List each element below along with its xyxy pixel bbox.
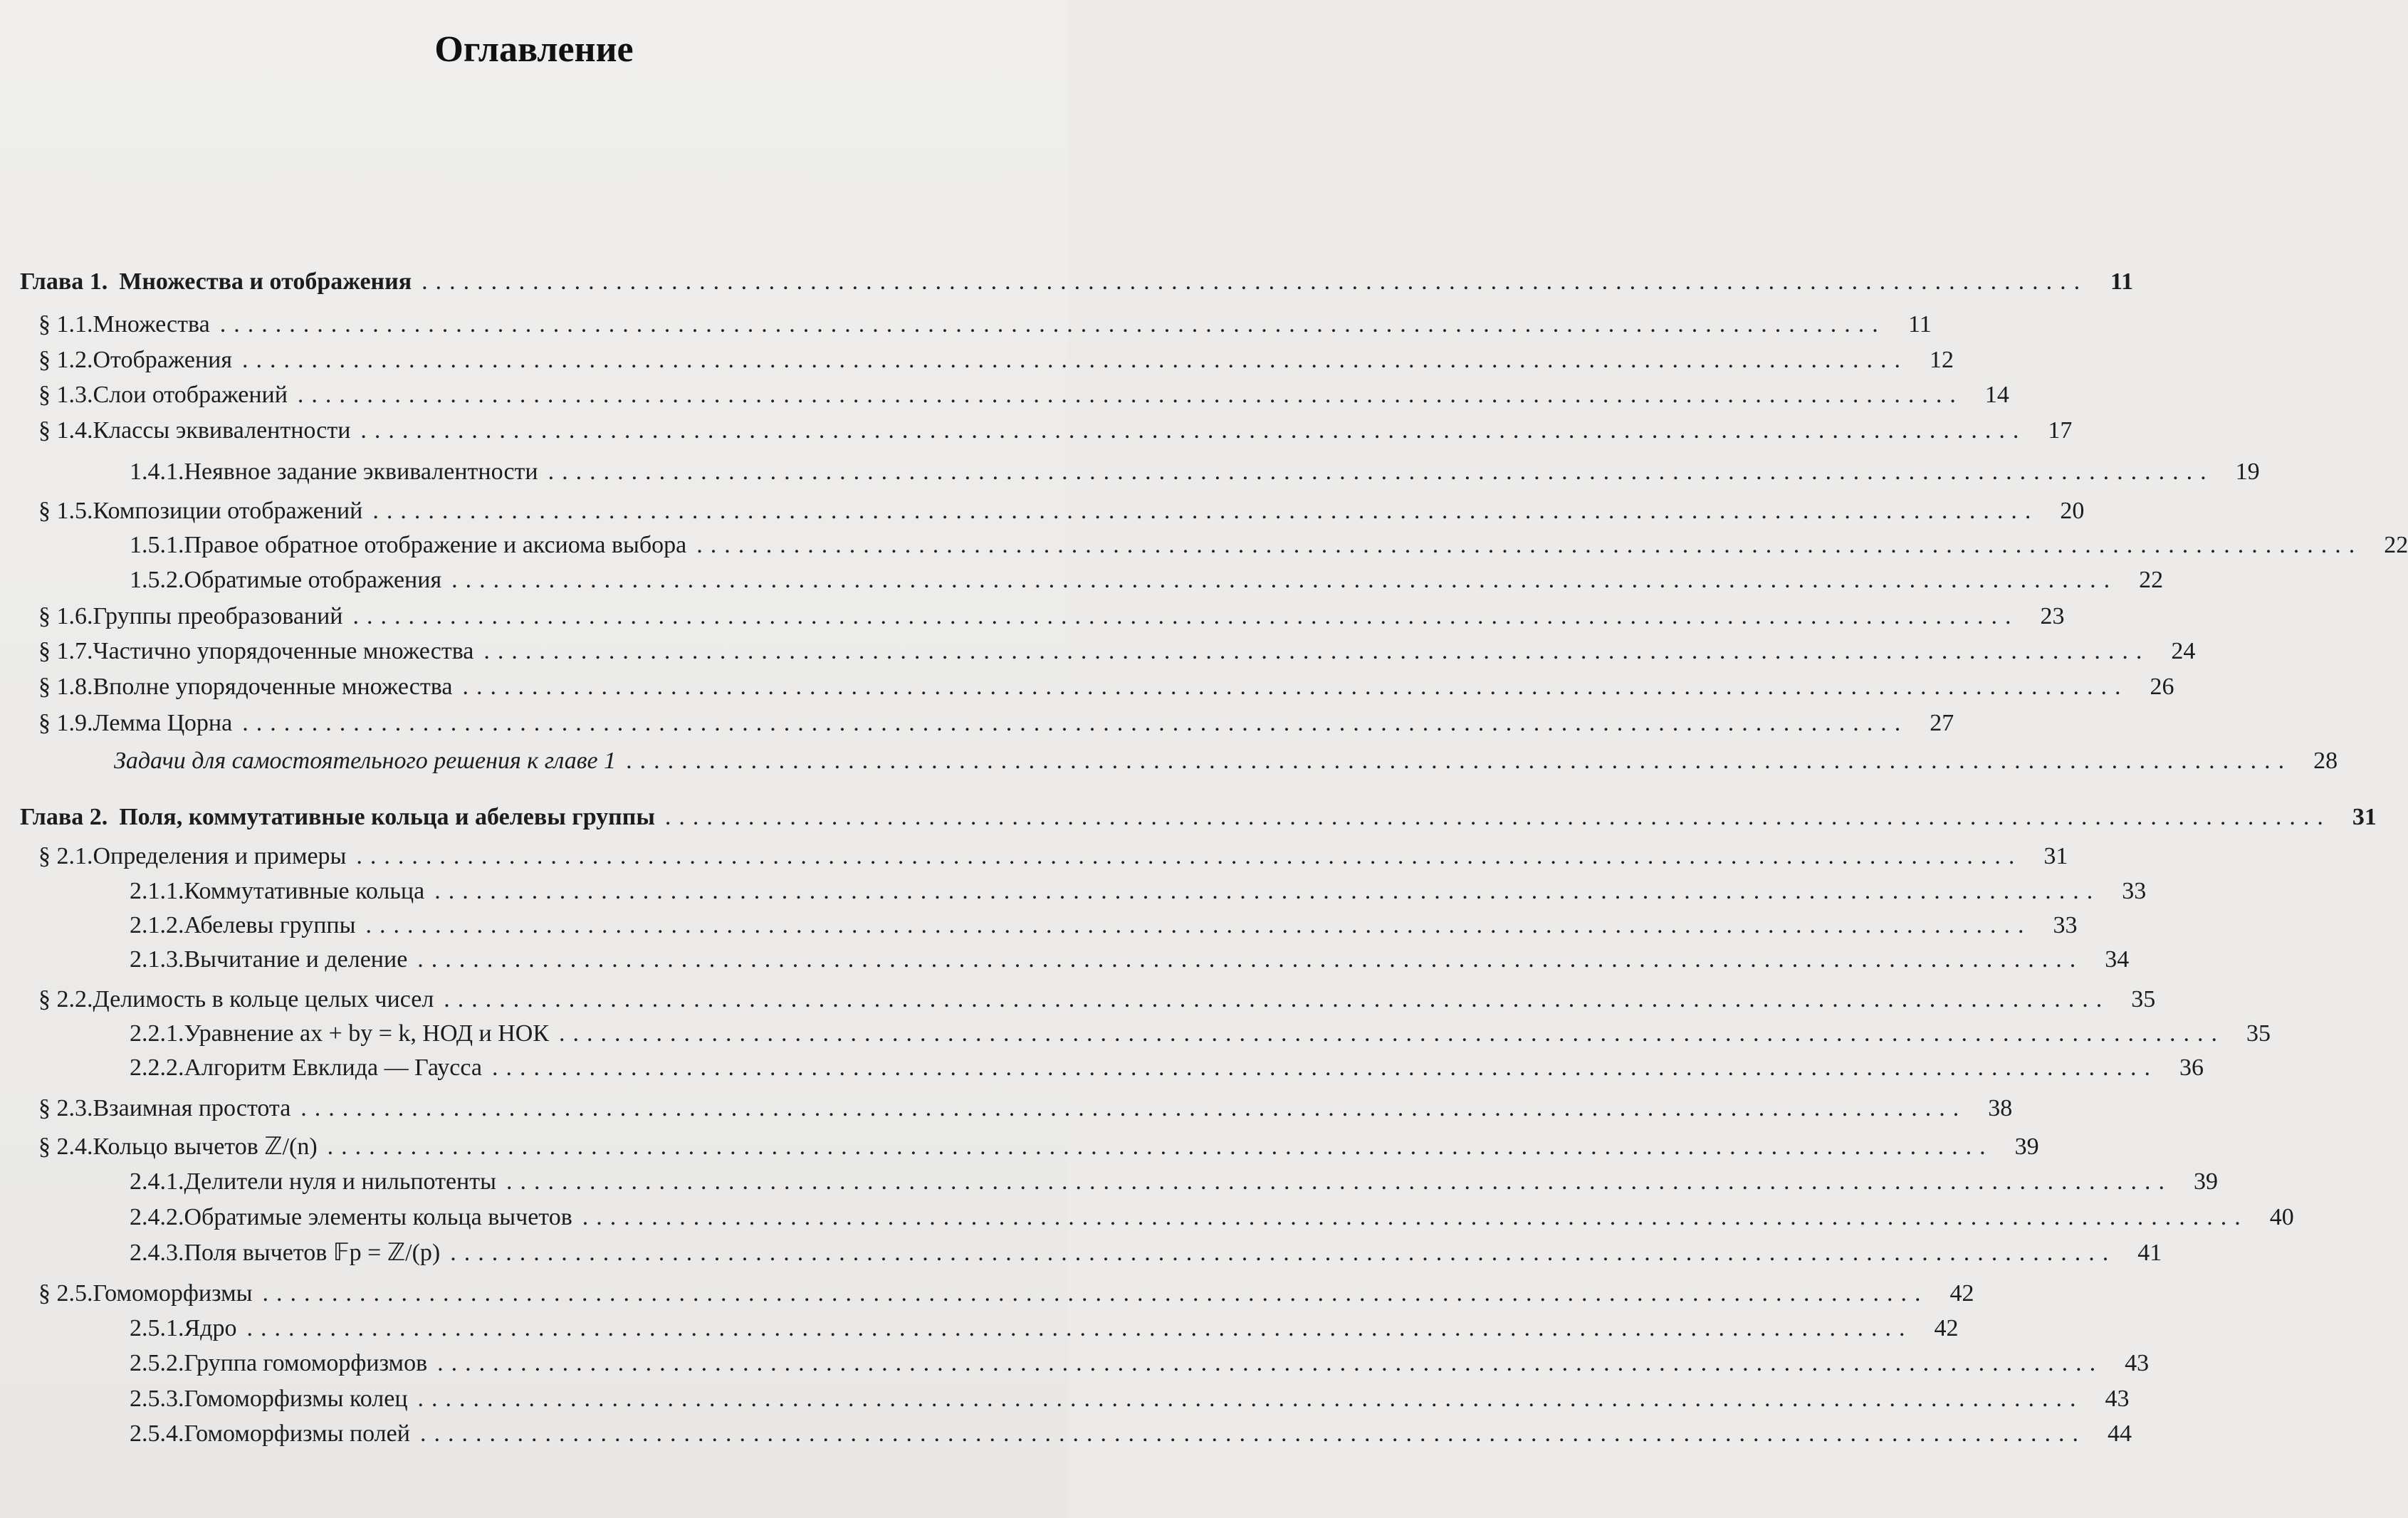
toc-entry-number: 2.5.3. [130,1386,184,1412]
dot-leader: ........................................................................................................................ [372,498,2039,524]
toc-entry-number: Глава 1. [20,268,108,295]
toc-entry-title: Гомоморфизмы колец [184,1386,408,1412]
dot-leader: ........................................................................................................................ [417,946,2084,973]
dot-leader: ........................................................................................................................ [262,1280,1929,1307]
dot-leader: ........................................................................................................................ [352,603,2019,629]
toc-entry-title: Частично упорядоченные множества [93,638,474,664]
toc-entry-number: § 2.1. [38,843,93,869]
page-title: Оглавление [434,29,634,70]
toc-subsection-row [20,1017,2271,1051]
dot-leader: ........................................................................................................................ [506,1168,2172,1195]
toc-problems-row [20,744,2338,778]
toc-page-number: 34 [2105,946,2130,973]
toc-entry-title: Алгоритм Евклида — Гаусса [184,1054,482,1081]
toc-page-number: 35 [2246,1020,2271,1047]
toc-entry-title: Отображения [93,347,233,373]
toc-section-row [20,308,1932,342]
toc-entry-number: § 2.5. [38,1280,93,1307]
dot-leader: ........................................................................................................................ [219,311,1886,337]
toc-entry-title: Уравнение ax + by = k, НОД и НОК [184,1020,550,1047]
toc-entry-title: Делимость в кольце целых чисел [93,986,434,1012]
toc-entry-number: 2.2.1. [130,1020,184,1047]
toc-page-number: 35 [2131,986,2156,1012]
toc-page-number: 20 [2060,498,2085,524]
toc-page-number: 42 [1934,1315,1959,1341]
dot-leader: ........................................................................................................................ [483,638,2150,664]
toc-entry-title: Гомоморфизмы [93,1280,253,1307]
toc-entry-title: Вполне упорядоченные множества [93,674,453,700]
toc-subsection-row [20,909,2078,943]
toc-page-number: 39 [2193,1168,2218,1195]
toc-entry-number: § 1.9. [38,710,93,736]
toc-page-number: 14 [1984,382,2009,408]
toc-page-number: 36 [2179,1054,2204,1081]
toc-entry-number: § 2.2. [38,986,93,1012]
toc-subsection-row [20,943,2130,977]
dot-leader: ........................................................................................................................ [365,912,2032,938]
toc-section-row [20,414,2073,448]
toc-page-number: 17 [2048,417,2073,444]
dot-leader: ........................................................................................................................ [242,347,1909,373]
dot-leader: ........................................................................................................................ [327,1134,1994,1160]
toc-entry-number: Глава 2. [20,804,108,830]
toc-subsection-row [20,455,2260,489]
toc-entry-title: Кольцо вычетов ℤ/(n) [93,1134,318,1160]
dot-leader: ........................................................................................................................ [360,417,2027,444]
toc-entry-title: Группа гомоморфизмов [184,1350,428,1376]
toc-entry-number: § 1.3. [38,382,93,408]
toc-page-number: 33 [2053,912,2078,938]
toc-page-number: 19 [2235,459,2260,485]
toc-entry-title: Абелевы группы [184,912,356,938]
toc-section-row [20,494,2085,528]
toc-subsection-row [20,1051,2204,1085]
toc-page-number: 44 [2107,1420,2132,1447]
toc-entry-title: Обратимые отображения [184,567,442,593]
toc-entry-number: 2.1.1. [130,878,184,904]
toc-entry-number: § 1.1. [38,311,93,337]
dot-leader: ........................................................................................................................ [548,459,2214,485]
dot-leader: ........................................................................................................................ [417,1386,2084,1412]
dot-leader: ........................................................................................................................ [242,710,1909,736]
dot-leader: ........................................................................................................................ [419,1420,2086,1447]
dot-leader: ........................................................................................................................ [434,878,2101,904]
toc-entry-title: Определения и примеры [93,843,347,869]
toc-page-number: 33 [2122,878,2147,904]
toc-section-row [20,600,2065,634]
toc-subsection-row [20,1312,1959,1346]
toc-page-number: 11 [2110,268,2134,295]
toc-page-number: 39 [2014,1134,2039,1160]
toc-entry-title: Делители нуля и нильпотенты [184,1168,496,1195]
toc-section-row [20,1130,2039,1164]
dot-leader: ........................................................................................................................ [246,1315,1913,1341]
toc-entry-title: Композиции отображений [93,498,363,524]
toc-page-number: 31 [2352,804,2377,830]
toc-page-number: 23 [2040,603,2065,629]
toc-entry-title: Ядро [184,1315,237,1341]
toc-entry-title: Правое обратное отображение и аксиома выбора [184,532,687,558]
toc-entry-title: Множества [93,311,210,337]
toc-entry-number: § 1.4. [38,417,93,444]
toc-subsection-row [20,1417,2132,1451]
toc-page-number: 22 [2384,532,2408,558]
toc-entry-title: Классы эквивалентности [93,417,351,444]
dot-leader: ........................................................................................................................ [437,1350,2104,1376]
toc-entry-number: 2.4.2. [130,1204,184,1230]
toc-entry-number: 2.2.2. [130,1054,184,1081]
toc-entry-number: § 1.6. [38,603,93,629]
toc-page-number: 43 [2105,1386,2130,1412]
toc-entry-title: Слои отображений [93,382,288,408]
dot-leader: ........................................................................................................................ [450,1240,2117,1266]
toc-section-row [20,706,1954,740]
toc-subsection-row [20,1382,2130,1416]
toc-page-number: 24 [2171,638,2196,664]
toc-page-number: 22 [2139,567,2164,593]
toc-entry-number: 2.5.1. [130,1315,184,1341]
toc-entry-title: Поля вычетов 𝔽p = ℤ/(p) [184,1240,441,1266]
toc-entry-number: § 1.7. [38,638,93,664]
toc-entry-title: Поля, коммутативные кольца и абелевы группы [119,804,655,830]
toc-subsection-row [20,528,2408,562]
toc-page-number: 42 [1949,1280,1974,1307]
dot-leader: ........................................................................................................................ [356,843,2023,869]
toc-section-row [20,670,2174,704]
toc-entry-title: Группы преобразований [93,603,343,629]
toc-entry-number: 2.1.3. [130,946,184,973]
toc-entry-number: 1.5.2. [130,567,184,593]
toc-section-row [20,343,1954,377]
toc-entry-number: 2.4.3. [130,1240,184,1266]
toc-entry-title: Коммутативные кольца [184,878,425,904]
toc-page-number: 41 [2137,1240,2162,1266]
dot-leader: ........................................................................................................................ [559,1020,2226,1047]
dot-leader: ........................................................................................................................ [444,986,2110,1012]
dot-leader: ........................................................................................................................ [664,804,2331,830]
toc-page-number: 28 [2313,748,2338,774]
toc-page-number: 12 [1930,347,1954,373]
dot-leader: ........................................................................................................................ [422,268,2088,295]
toc-entry-title: Вычитание и деление [184,946,408,973]
toc-entry-number: 2.5.2. [130,1350,184,1376]
toc-page-number: 31 [2043,843,2068,869]
toc-entry-number: § 1.2. [38,347,93,373]
toc-section-row [20,634,2196,669]
toc-entry-number: 1.4.1. [130,459,184,485]
dot-leader: ........................................................................................................................ [582,1204,2249,1230]
toc-entry-number: 2.5.4. [130,1420,184,1447]
dot-leader: ........................................................................................................................ [451,567,2118,593]
toc-entry-title: Лемма Цорна [93,710,233,736]
toc-page-number: 43 [2125,1350,2150,1376]
toc-section-row [20,1092,2013,1126]
toc-subsection-row [20,1236,2162,1270]
toc-page-number: 11 [1907,311,1932,337]
toc-entry-number: § 2.3. [38,1095,93,1121]
toc-chapter-row [20,800,2377,834]
toc-page-number: 27 [1930,710,1954,736]
dot-leader: ........................................................................................................................ [297,382,1964,408]
toc-subsection-row [20,563,2164,597]
dot-leader: ........................................................................................................................ [462,674,2129,700]
toc-entry-title: Взаимная простота [93,1095,291,1121]
toc-entry-number: 2.4.1. [130,1168,184,1195]
toc-entry-number: § 1.5. [38,498,93,524]
toc-chapter-row [20,265,2134,299]
toc-page-number: 38 [1988,1095,2013,1121]
toc-subsection-row [20,874,2147,909]
toc-subsection-row [20,1165,2218,1199]
dot-leader: ........................................................................................................................ [626,748,2293,774]
toc-entry-number: § 1.8. [38,674,93,700]
toc-section-row [20,839,2068,874]
toc-subsection-row [20,1346,2150,1381]
toc-section-row [20,1277,1974,1311]
toc-section-row [20,378,2009,412]
toc-subsection-row [20,1200,2294,1235]
toc-entry-number: 2.1.2. [130,912,184,938]
dot-leader: ........................................................................................................................ [696,532,2363,558]
toc-entry-title: Множества и отображения [119,268,412,295]
toc-entry-number: § 2.4. [38,1134,93,1160]
toc-entry-number: 1.5.1. [130,532,184,558]
toc-page-number: 40 [2269,1204,2294,1230]
dot-leader: ........................................................................................................................ [300,1095,1967,1121]
toc-section-row [20,983,2156,1017]
toc-entry-title: Задачи для самостоятельного решения к главе 1 [114,748,617,774]
toc-entry-title: Обратимые элементы кольца вычетов [184,1204,572,1230]
dot-leader: ........................................................................................................................ [491,1054,2158,1081]
toc-entry-title: Гомоморфизмы полей [184,1420,410,1447]
toc-entry-title: Неявное задание эквивалентности [184,459,538,485]
toc-page-number: 26 [2150,674,2174,700]
